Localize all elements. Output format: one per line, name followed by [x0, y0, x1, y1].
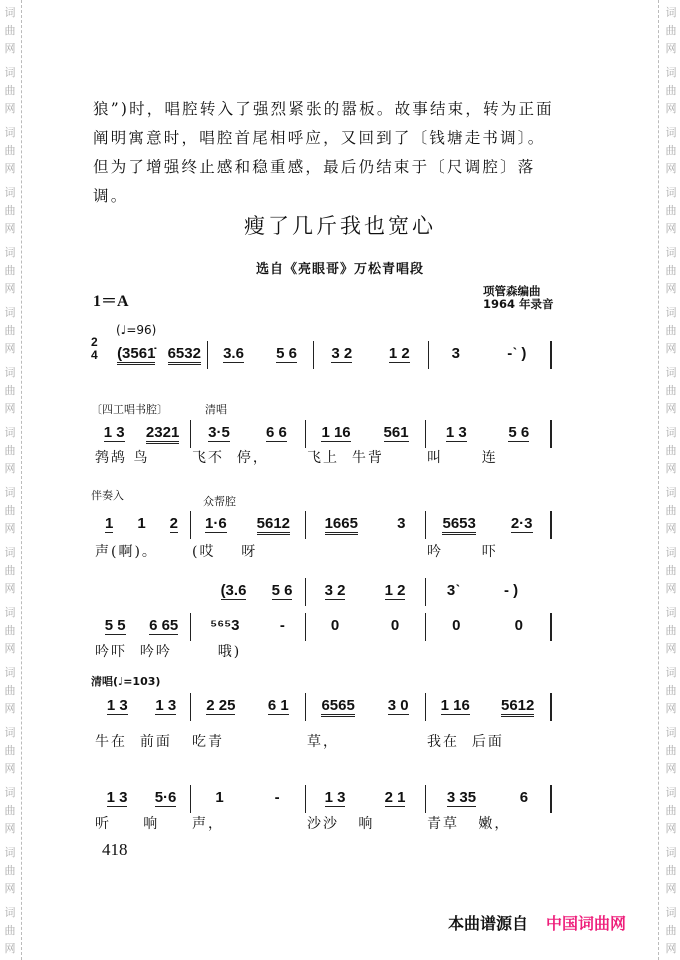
- measure: [425, 582, 540, 606]
- watermark-char: 词: [665, 426, 677, 439]
- accompaniment-label: 伴奏入: [91, 489, 124, 502]
- watermark: [3, 904, 17, 958]
- watermark-char: 网: [665, 342, 677, 355]
- key-signature: 1＝A: [93, 293, 129, 310]
- note-group: 1 3: [445, 424, 467, 441]
- watermark-char: 词: [4, 186, 16, 199]
- watermark-char: 网: [665, 222, 677, 235]
- watermark-char: 词: [665, 906, 677, 919]
- lyric: 草，: [307, 734, 339, 750]
- watermark-char: 网: [4, 222, 16, 235]
- note-group: 5 5: [104, 617, 126, 634]
- note-group: 0: [390, 617, 400, 634]
- watermark-char: 曲: [665, 144, 677, 157]
- watermark-char: 网: [665, 762, 677, 775]
- bar-line: [190, 420, 191, 448]
- watermark-char: 曲: [665, 444, 677, 457]
- watermark-char: 网: [665, 162, 677, 175]
- watermark-char: 网: [665, 642, 677, 655]
- bar-line: [190, 511, 191, 539]
- footer-source: [448, 911, 626, 934]
- watermark-char: 网: [665, 402, 677, 415]
- note-group: 5 6: [276, 345, 297, 362]
- note-group: 561: [383, 424, 409, 441]
- watermark-char: 网: [665, 702, 677, 715]
- watermark-char: 网: [4, 762, 16, 775]
- watermark: [3, 4, 17, 58]
- note-group: 1 3: [324, 789, 346, 806]
- watermark: [664, 604, 678, 658]
- watermark-char: 网: [665, 582, 677, 595]
- measure: [93, 515, 190, 539]
- watermark-char: 曲: [4, 504, 16, 517]
- measure: [93, 789, 190, 813]
- watermark-char: 曲: [4, 204, 16, 217]
- watermark-char: 网: [665, 882, 677, 895]
- bar-line: [550, 341, 552, 369]
- intro-paragraph: 狼”)时，唱腔转入了强烈紧张的嚣板。故事结束，转为正面阐明寓意时，唱腔首尾相呼应，又回到了〔钱塘走书调〕。但为了增强终止感和稳重感，最后仍结束于〔尺调腔〕落调。: [93, 100, 554, 205]
- watermark-char: 曲: [665, 204, 677, 217]
- watermark-char: 词: [4, 426, 16, 439]
- staff-system: [93, 515, 558, 539]
- measure: [313, 345, 428, 369]
- watermark: [3, 724, 17, 778]
- time-signature-bottom: 4: [91, 348, 98, 362]
- lyric: (哎 呀: [192, 544, 258, 560]
- watermark-char: 曲: [665, 384, 677, 397]
- watermark-char: 词: [4, 906, 16, 919]
- measure: [425, 697, 550, 721]
- staff-system: [93, 789, 558, 813]
- watermark-char: 网: [4, 42, 16, 55]
- watermark-char: 网: [665, 42, 677, 55]
- watermark-char: 词: [665, 846, 677, 859]
- watermark-char: 词: [4, 486, 16, 499]
- note-group: 1·6: [204, 515, 227, 532]
- right-margin-line: [658, 0, 659, 960]
- measure: [425, 515, 550, 539]
- note-group: 3ˋ: [446, 582, 461, 599]
- note-group: 3 35: [446, 789, 477, 806]
- measure: [305, 515, 425, 539]
- watermark: [664, 364, 678, 418]
- watermark: [3, 124, 17, 178]
- time-signature-top: 2: [91, 335, 98, 349]
- watermark-char: 网: [4, 282, 16, 295]
- section-label: 〔四工唱书腔〕: [91, 403, 168, 416]
- measure: [93, 697, 190, 721]
- watermark: [3, 484, 17, 538]
- bar-line: [425, 785, 426, 813]
- watermark: [3, 604, 17, 658]
- lyric: 飞上 牛背: [307, 450, 384, 466]
- note-group: 5 6: [271, 582, 293, 599]
- watermark-char: 曲: [4, 324, 16, 337]
- bar-line: [305, 420, 306, 448]
- lyric: 声(啊)。: [95, 544, 158, 560]
- watermark-char: 曲: [4, 804, 16, 817]
- watermark-char: 词: [665, 786, 677, 799]
- watermark-char: 曲: [4, 744, 16, 757]
- note-group: 2: [169, 515, 178, 532]
- credits: [483, 285, 554, 311]
- bar-line: [428, 341, 429, 369]
- note-group: 6532: [168, 345, 201, 365]
- note-group: 2321: [146, 424, 179, 444]
- watermark-char: 曲: [665, 264, 677, 277]
- lyric: 哦): [192, 644, 242, 660]
- tempo-marking: (♩=96): [116, 323, 157, 337]
- lyric: 声，: [192, 816, 224, 832]
- measure: [93, 617, 190, 641]
- note-group: 1: [104, 515, 114, 532]
- note-group: 1 2: [388, 345, 410, 362]
- watermark-char: 曲: [665, 804, 677, 817]
- measure: [425, 424, 550, 448]
- bar-line: [425, 693, 426, 721]
- note-group: 1 2: [384, 582, 406, 599]
- watermark-char: 词: [665, 666, 677, 679]
- watermark-char: 网: [665, 522, 677, 535]
- watermark-char: 词: [4, 786, 16, 799]
- note-group: 5·6: [154, 789, 177, 806]
- note-group: 1 16: [321, 424, 351, 441]
- note-group: 0: [452, 617, 461, 634]
- note-group: 3 2: [331, 345, 353, 362]
- watermark-char: 曲: [665, 744, 677, 757]
- source-label: 本曲谱源自: [448, 914, 529, 933]
- note-group: 5 6: [508, 424, 530, 441]
- note-group: -ˋ ): [507, 345, 527, 362]
- lyric: 听 响: [95, 816, 160, 832]
- measure: [425, 789, 550, 813]
- bar-line: [425, 511, 426, 539]
- watermark: [664, 4, 678, 58]
- bar-line: [550, 785, 552, 813]
- watermark-char: 词: [665, 726, 677, 739]
- watermark: [664, 724, 678, 778]
- song-subtitle: 选自《亮眼哥》万松青唱段: [255, 262, 424, 277]
- watermark-char: 网: [665, 942, 677, 955]
- watermark-char: 网: [665, 102, 677, 115]
- recording-year: 1964 年录音: [483, 297, 554, 311]
- watermark-char: 曲: [4, 84, 16, 97]
- watermark-char: 词: [4, 6, 16, 19]
- watermark: [664, 64, 678, 118]
- watermark-char: 曲: [665, 684, 677, 697]
- watermark-char: 词: [4, 606, 16, 619]
- watermark: [3, 664, 17, 718]
- watermark: [664, 124, 678, 178]
- watermark-char: 网: [4, 582, 16, 595]
- note-group: 1 16: [440, 697, 470, 714]
- note-group: (3561̇: [117, 345, 155, 365]
- watermark: [664, 844, 678, 898]
- note-group: 2 1: [384, 789, 406, 806]
- watermark: [664, 784, 678, 838]
- bar-line: [550, 693, 552, 721]
- watermark-char: 词: [4, 306, 16, 319]
- note-group: 5653: [442, 515, 475, 535]
- watermark-char: 曲: [665, 564, 677, 577]
- watermark-char: 网: [4, 882, 16, 895]
- watermark-char: 网: [4, 702, 16, 715]
- measure: [93, 424, 190, 448]
- lyric: 沙沙 响: [307, 816, 375, 832]
- watermark-char: 曲: [665, 924, 677, 937]
- watermark: [664, 484, 678, 538]
- watermark-char: 曲: [4, 264, 16, 277]
- staff-system: [91, 335, 558, 369]
- watermark-char: 网: [4, 462, 16, 475]
- measure: [111, 345, 207, 369]
- watermark-char: 网: [665, 822, 677, 835]
- bar-line: [305, 613, 306, 641]
- note-group: 1 3: [106, 697, 128, 714]
- measure: [425, 617, 550, 641]
- bar-line: [305, 785, 306, 813]
- note-group: 6: [519, 789, 529, 806]
- bar-line: [305, 511, 306, 539]
- watermark-char: 曲: [4, 924, 16, 937]
- watermark-char: 曲: [4, 24, 16, 37]
- bar-line: [190, 613, 191, 641]
- watermark-char: 词: [665, 6, 677, 19]
- measure: [207, 345, 313, 369]
- song-title: 瘦了几斤我也宽心: [244, 214, 436, 238]
- note-group: 1 3: [103, 424, 125, 441]
- lyric: 牛在 前面: [95, 734, 172, 750]
- watermark: [664, 424, 678, 478]
- interlude-line: [93, 582, 558, 606]
- note-group: 2·3: [510, 515, 533, 532]
- watermark: [3, 544, 17, 598]
- watermark-char: 网: [4, 642, 16, 655]
- watermark-char: 网: [665, 282, 677, 295]
- measure: [208, 582, 305, 606]
- lyric: 我在 后面: [427, 734, 504, 750]
- note-group: 3·5: [208, 424, 230, 441]
- watermark-char: 曲: [665, 84, 677, 97]
- watermark-char: 词: [4, 726, 16, 739]
- watermark-char: 词: [665, 606, 677, 619]
- watermark-char: 曲: [665, 624, 677, 637]
- watermark-char: 网: [4, 402, 16, 415]
- watermark-char: 曲: [4, 144, 16, 157]
- measure: [190, 697, 305, 721]
- note-group: 3 0: [387, 697, 409, 714]
- bar-line: [305, 693, 306, 721]
- watermark: [664, 544, 678, 598]
- note-group: -: [279, 617, 285, 634]
- bar-line: [425, 578, 426, 606]
- lyric: 吟吓 吟吟: [95, 644, 172, 660]
- measure: [305, 424, 425, 448]
- site-name: 中国词曲网: [546, 914, 627, 933]
- note-group: 3 2: [324, 582, 346, 599]
- lyric: 吃青: [192, 734, 224, 750]
- measure: [305, 697, 425, 721]
- note-group: 0: [514, 617, 523, 634]
- watermark-char: 曲: [665, 324, 677, 337]
- watermark-char: 词: [4, 666, 16, 679]
- bar-line: [305, 578, 306, 606]
- watermark-char: 网: [4, 822, 16, 835]
- watermark-char: 曲: [4, 564, 16, 577]
- watermark-char: 词: [4, 546, 16, 559]
- note-group: 5612: [257, 515, 290, 535]
- watermark-char: 词: [665, 66, 677, 79]
- watermark: [3, 784, 17, 838]
- staff-system: [93, 697, 558, 721]
- note-group: 6 6: [266, 424, 287, 441]
- note-group: 0: [330, 617, 340, 634]
- time-signature: [91, 336, 98, 362]
- watermark: [3, 64, 17, 118]
- lyric: 青草 嫩，: [427, 816, 511, 832]
- lyric: 叫 连: [427, 450, 498, 466]
- note-group: 1 3: [106, 789, 128, 806]
- watermark-char: 词: [665, 306, 677, 319]
- staff-system: [93, 424, 558, 448]
- watermark-char: 网: [4, 942, 16, 955]
- bar-line: [190, 785, 191, 813]
- note-group: (3.6: [220, 582, 247, 599]
- note-group: 1: [215, 789, 224, 806]
- lyric: 吟 吓: [427, 544, 498, 560]
- note-group: 3: [451, 345, 460, 362]
- watermark-char: 曲: [4, 624, 16, 637]
- watermark-char: 网: [665, 462, 677, 475]
- watermark-char: 词: [665, 366, 677, 379]
- measure: [305, 617, 425, 641]
- bar-line: [207, 341, 208, 369]
- lyric: 鹁鸪 鸟: [95, 450, 150, 466]
- note-group: 1665: [325, 515, 358, 535]
- arranger: 项管森编曲: [483, 284, 541, 298]
- watermark-char: 词: [665, 546, 677, 559]
- watermark: [664, 664, 678, 718]
- lyric: 飞不 停，: [192, 450, 269, 466]
- watermark-char: 网: [4, 102, 16, 115]
- watermark-char: 网: [4, 522, 16, 535]
- watermark: [3, 424, 17, 478]
- watermark-char: 曲: [4, 684, 16, 697]
- watermark-char: 词: [4, 246, 16, 259]
- watermark-char: 曲: [4, 864, 16, 877]
- note-group: 3: [397, 515, 406, 532]
- watermark-char: 曲: [665, 504, 677, 517]
- note-group: - ): [503, 582, 519, 599]
- note-group: ⁵⁶⁵3: [210, 617, 240, 634]
- qingchang-label: 清唱: [205, 403, 227, 416]
- watermark-char: 词: [4, 66, 16, 79]
- watermark-char: 曲: [4, 444, 16, 457]
- note-group: 1 3: [155, 697, 177, 714]
- bar-line: [425, 613, 426, 641]
- watermark-char: 曲: [665, 24, 677, 37]
- watermark-char: 词: [665, 486, 677, 499]
- watermark-char: 曲: [4, 384, 16, 397]
- bar-line: [550, 420, 552, 448]
- note-group: 6 65: [149, 617, 179, 634]
- watermark-char: 词: [665, 186, 677, 199]
- bar-line: [313, 341, 314, 369]
- measure: [190, 789, 305, 813]
- watermark-char: 词: [4, 846, 16, 859]
- measure: [190, 617, 305, 641]
- measure: [190, 424, 305, 448]
- tempo-marking-2: 清唱(♩=103): [91, 675, 161, 688]
- watermark: [664, 904, 678, 958]
- measure: [305, 789, 425, 813]
- note-group: 6 1: [267, 697, 289, 714]
- note-group: 2 25: [206, 697, 236, 714]
- bar-line: [190, 693, 191, 721]
- note-group: 5612: [501, 697, 534, 717]
- watermark-char: 词: [665, 126, 677, 139]
- bar-line: [550, 511, 552, 539]
- chorus-label: 众帮腔: [203, 495, 236, 508]
- measure: [190, 515, 305, 539]
- watermark: [3, 844, 17, 898]
- page-number: 418: [102, 840, 128, 859]
- note-group: 1: [137, 515, 146, 532]
- watermark-char: 曲: [665, 864, 677, 877]
- watermark: [3, 364, 17, 418]
- watermark: [3, 304, 17, 358]
- watermark-char: 词: [4, 126, 16, 139]
- measure: [305, 582, 425, 606]
- measure: [428, 345, 550, 369]
- bar-line: [550, 613, 552, 641]
- staff-system: [93, 617, 558, 641]
- watermark-char: 词: [665, 246, 677, 259]
- note-group: 6565: [321, 697, 354, 717]
- watermark-char: 词: [4, 366, 16, 379]
- watermark-char: 网: [4, 342, 16, 355]
- note-group: 3.6: [223, 345, 244, 362]
- watermark-char: 网: [4, 162, 16, 175]
- note-group: -: [274, 789, 280, 806]
- left-margin-line: [21, 0, 22, 960]
- watermark: [664, 304, 678, 358]
- bar-line: [425, 420, 426, 448]
